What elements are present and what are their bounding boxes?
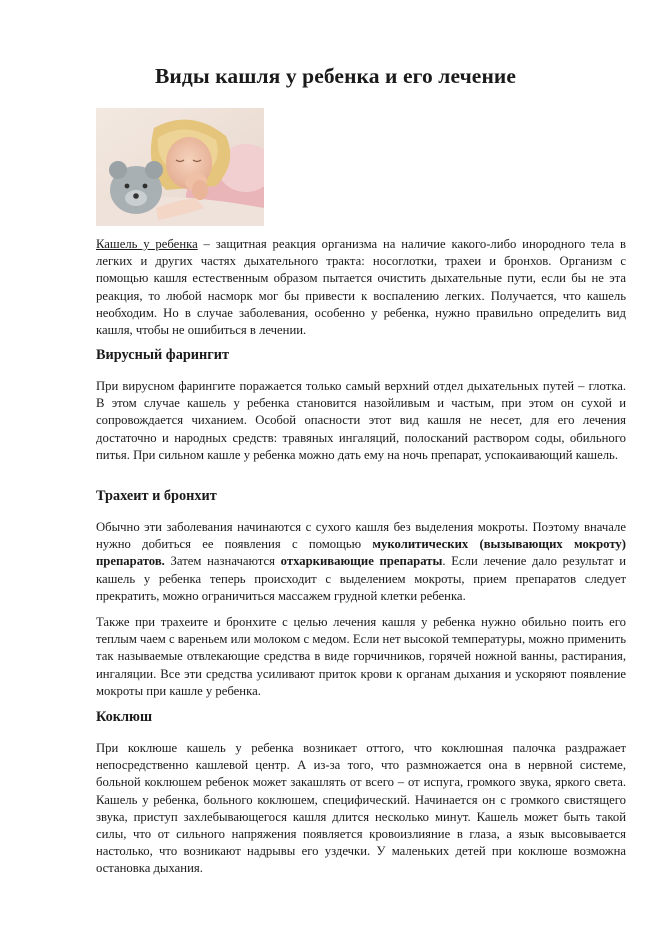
tracheitis-paragraph-1 [96, 519, 626, 605]
tracheitis-text-c: Затем назначаются [164, 554, 281, 569]
intro-term: Кашель у ребенка [96, 237, 198, 251]
tracheitis-text-a: Обычно эти заболевания начинаются с сухого кашля без выделения мокроты. Поэтому вначале нужно добиться ее появления с помощью [96, 520, 626, 552]
intro-paragraph [96, 236, 626, 339]
intro-text: – защитная реакция организма на наличие какого-либо инородного тела в легких и других частях дыхательного тракта: носоглотки, трахеи и бронхов. Организм с помощью кашля естественным образом пытается очистить дыхательные пути, если бы не эта реакция, то любой насморк мог бы привести к воспалению легких. Получается, что кашель необходим. Но в случае заболевания, особенно у ребенка, нужно правильно определить вид кашля, чтобы не ошибиться в лечении. [96, 237, 626, 338]
page-title: Виды кашля у ребенка и его лечение [154, 64, 517, 88]
pharyngitis-paragraph: При вирусном фарингите поражается только самый верхний отдел дыхательных путей – глотка. В этом случае кашель у ребенка становится назойливым и частым, при этом он сухой и сопровождается чиханием. Особой опасности этот вид кашля не несет, для его лечения достаточно и народных средств: травяных ингаляций, полосканий раствором соды, обильного питья. При сильном кашле у ребенка можно дать ему на ночь препарат, успокаивающий кашель. [96, 379, 626, 462]
heading-tracheitis-bronchitis: Трахеит и бронхит [96, 488, 217, 504]
mucolytic-drugs: муколитических (вызывающих мокроту) препаратов. [96, 537, 626, 569]
tracheitis-paragraph-2: Также при трахеите и бронхите с целью лечения кашля у ребенка нужно обильно поить его теплым чаем с вареньем или молоком с медом. Если нет высокой температуры, можно применить так называемые отвлекающие средства в виде горчичников, горячей ножной ванны, растирания, ингаляции. Все эти средства усиливают приток крови к органам дыхания и ускоряют появление мокроты при кашле у ребенка. [96, 615, 626, 698]
expectorant-drugs: отхаркивающие препараты [280, 554, 443, 569]
child-coughing-photo [96, 108, 264, 226]
whooping-cough-paragraph: При коклюше кашель у ребенка возникает оттого, что коклюшная палочка раздражает непосредственно кашлевой центр. А из-за того, что размножается она в нервной системе, больной коклюшем ребенок может закашлять от всего – от испуга, громкого звука, яркого света. Кашель у ребенка, больного коклюшем, специфический. Начинается он с громкого свистящего звука, приступ захлебывающегося кашля длится несколько минут. Кашель может быть такой силы, что от сильного напряжения появляется кровоизлияние в глаза, а язык высовывается настолько, что возникают надрывы его уздечки. У маленьких детей при коклюше возможна остановка дыхания. [96, 741, 626, 876]
tracheitis-text-d: . Если лечение дало результат и кашель у ребенка теперь происходит с выделением мокроты, прием препаратов следует прекратить, можно ограничиться массажем грудной клетки ребенка. [96, 554, 626, 603]
heading-viral-pharyngitis: Вирусный фарингит [96, 347, 230, 363]
heading-whooping-cough: Коклюш [96, 709, 153, 725]
